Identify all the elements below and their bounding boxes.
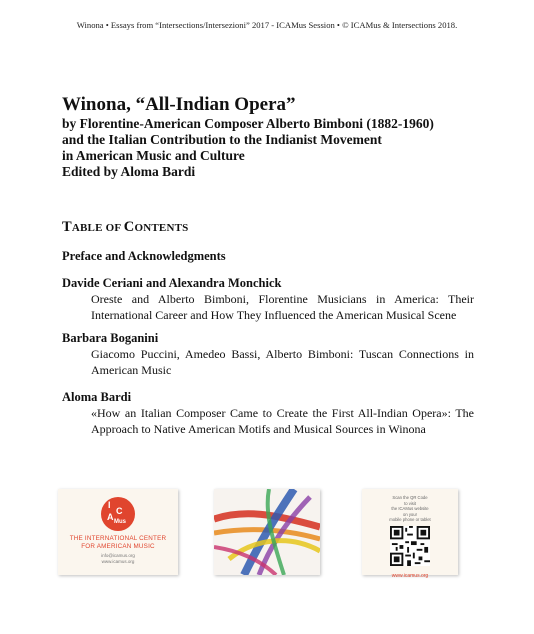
toc-entry-authors: Davide Ceriani and Alexandra Monchick <box>62 276 282 290</box>
title-line: by Florentine-American Composer Alberto Bimboni (1882-1960) <box>62 116 434 131</box>
toc-entry-preface <box>62 249 474 264</box>
qr-caption: the ICAMus website <box>391 506 429 511</box>
toc-entry-authors: Aloma Bardi <box>62 390 132 404</box>
toc-entry <box>62 276 474 323</box>
qr-caption: to visit <box>404 500 416 506</box>
qr-caption: on your <box>403 511 417 517</box>
qr-caption: mobile phone or tablet <box>389 517 431 522</box>
qr-card <box>362 489 458 579</box>
icamus-email: info@icamus.org <box>101 553 135 558</box>
title-line: and the Italian Contribution to the Indianist Movement <box>62 132 382 147</box>
icamus-name-line2: FOR AMERICAN MUSIC <box>81 543 155 550</box>
toc-entry-authors: Barbara Boganini <box>62 331 159 345</box>
title-line: in American Music and Culture <box>62 148 245 163</box>
running-header: Winona • Essays from “Intersections/Intersezioni” 2017 - ICAMus Session • © ICAMus & Intersections 2018. <box>76 20 458 30</box>
title-block <box>62 94 482 180</box>
qr-code-icon <box>390 526 430 566</box>
toc-heading <box>62 219 188 236</box>
toc-entry-title: «How an Italian Composer Came to Create the First All-Indian Opera»: The Approach to Native American Motifs and Musical Sources in Winona <box>91 406 474 436</box>
abstract-artwork-image <box>214 489 320 575</box>
editor-line: Edited by Aloma Bardi <box>62 164 196 179</box>
icamus-letter: Mus <box>114 519 126 525</box>
icamus-emblem-icon <box>101 497 135 531</box>
icamus-web: www.icamus.org <box>101 559 135 564</box>
ribbon-art-icon <box>214 489 320 575</box>
icamus-name-line1: THE INTERNATIONAL CENTER <box>69 535 167 542</box>
icamus-letter: I <box>108 500 111 510</box>
toc-heading-rest: ONTENTS <box>134 222 189 234</box>
icamus-letter: C <box>116 506 123 516</box>
toc-heading-initial: C <box>123 219 135 235</box>
toc-entry <box>62 390 474 437</box>
toc-preface: Preface and Acknowledgments <box>62 249 226 263</box>
toc-entry-title: Oreste and Alberto Bimboni, Florentine Musicians in America: Their International Career and How They Influenced the American Musical Scene <box>91 292 474 322</box>
icamus-letter: A <box>107 512 114 522</box>
toc-heading-rest: ABLE OF <box>71 222 124 234</box>
toc-heading-initial: T <box>62 219 72 235</box>
qr-caption: Scan the QR Code <box>392 495 428 500</box>
qr-url: www.icamus.org <box>391 572 429 579</box>
toc-entry-title: Giacomo Puccini, Amedeo Bassi, Alberto Bimboni: Tuscan Connections in American Music <box>91 347 474 377</box>
icamus-logo <box>58 489 178 575</box>
toc-entry <box>62 331 474 378</box>
page-title: Winona, “All-Indian Opera” <box>62 94 296 115</box>
